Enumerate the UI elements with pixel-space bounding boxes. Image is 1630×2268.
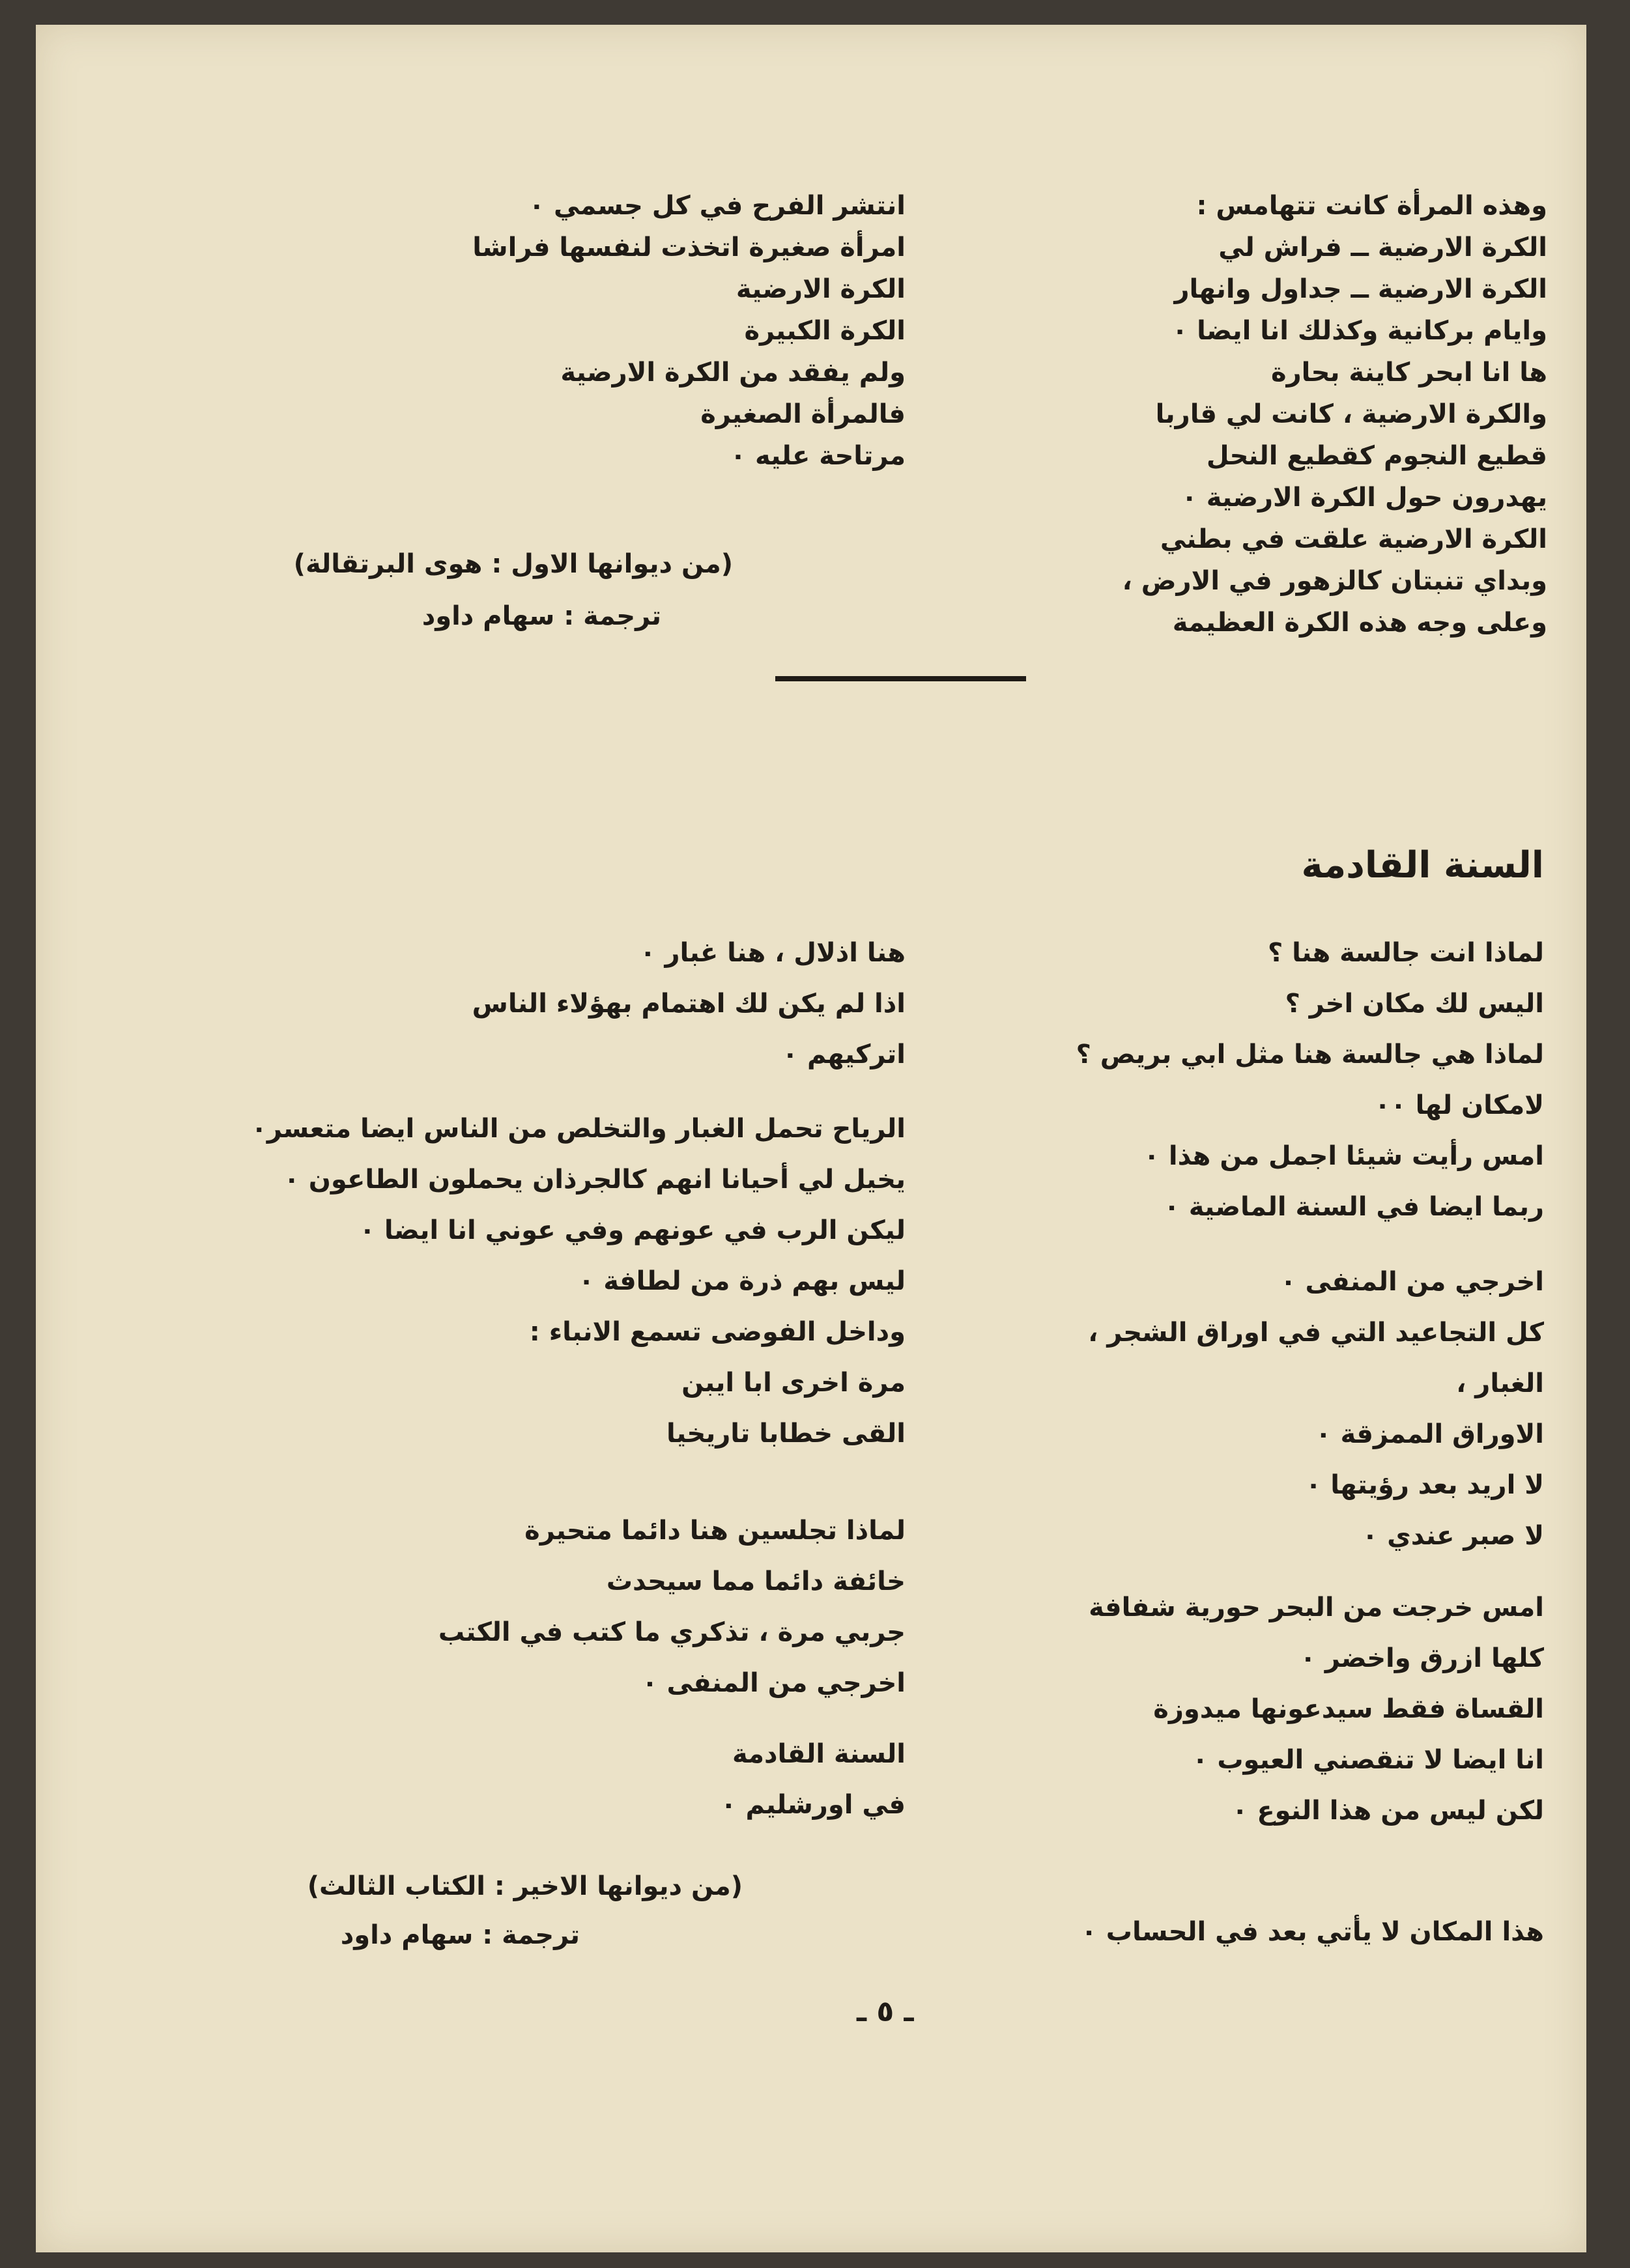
verse-line: وهذه المرأة كانت تتهامس : xyxy=(1196,191,1547,221)
verse-line: ليكن الرب في عونهم وفي عوني انا ايضا ٠ xyxy=(359,1215,906,1245)
verse-line: يهدرون حول الكرة الارضية ٠ xyxy=(1181,483,1547,513)
verse-line: الكرة الكبيرة xyxy=(744,316,906,346)
verse-line: القى خطابا تاريخيا xyxy=(666,1419,906,1449)
verse-line: ولم يفقد من الكرة الارضية xyxy=(560,358,906,388)
verse-line: انتشر الفرح في كل جسمي ٠ xyxy=(528,191,906,221)
verse-line: الاوراق الممزقة ٠ xyxy=(1315,1419,1544,1449)
verse-line: وعلى وجه هذه الكرة العظيمة xyxy=(1172,608,1547,638)
verse-line: لكن ليس من هذا النوع ٠ xyxy=(1232,1796,1544,1826)
verse-line: هذا المكان لا يأتي بعد في الحساب ٠ xyxy=(1081,1917,1544,1947)
page-number: ـ ٥ ـ xyxy=(857,1995,914,2028)
verse-line: فالمرأة الصغيرة xyxy=(700,399,906,429)
verse-line: امس رأيت شيئا اجمل من هذا ٠ xyxy=(1143,1141,1544,1171)
poem1-translator: ترجمة : سهام داود xyxy=(422,601,661,631)
verse-line: في اورشليم ٠ xyxy=(721,1790,906,1820)
verse-line: يخيل لي أحيانا انهم كالجرذان يحملون الطاعون ٠ xyxy=(283,1165,906,1195)
verse-line: اخرجي من المنفى ٠ xyxy=(1280,1267,1544,1297)
poem1-left-column xyxy=(472,193,906,485)
verse-line: هنا اذلال ، هنا غبار ٠ xyxy=(640,938,906,968)
verse-line: الرياح تحمل الغبار والتخلص من الناس ايضا متعسر٠ xyxy=(251,1114,906,1144)
verse-line: القساة فقط سيدعونها ميدوزة xyxy=(1153,1694,1544,1724)
verse-line: لامكان لها ٠٠ xyxy=(1374,1090,1544,1120)
verse-line: الكرة الارضية ــ فراش لي xyxy=(1218,233,1547,262)
poem2-right-stanza-3 xyxy=(1089,1595,1544,1849)
poem2-left-stanza-3 xyxy=(438,1518,906,1721)
verse-line: مرة اخرى ابا ايبن xyxy=(681,1368,906,1398)
verse-line: قطيع النجوم كقطيع النحل xyxy=(1206,441,1547,471)
verse-line: وبداي تنبتان كالزهور في الارض ، xyxy=(1122,566,1547,596)
verse-line: الكرة الارضية ــ جداول وانهار xyxy=(1174,274,1547,304)
verse-line: الكرة الارضية علقت في بطني xyxy=(1160,524,1547,554)
verse-line: جربي مرة ، تذكري ما كتب في الكتب xyxy=(438,1617,906,1647)
verse-line: كلها ازرق واخضر ٠ xyxy=(1300,1643,1544,1673)
verse-line: والكرة الارضية ، كانت لي قاربا xyxy=(1155,399,1547,429)
poem2-left-stanza-4 xyxy=(721,1741,906,1843)
verse-line: لا صبر عندي ٠ xyxy=(1362,1521,1544,1551)
verse-line: الغبار ، xyxy=(1456,1368,1544,1398)
verse-line: الكرة الارضية xyxy=(736,274,906,304)
poem2-right-stanza-2 xyxy=(1088,1269,1544,1574)
verse-line: لماذا هي جالسة هنا مثل ابي بريص ؟ xyxy=(1076,1040,1544,1070)
poem2-title: السنة القادمة xyxy=(1301,844,1544,886)
verse-line: خائفة دائما مما سيحدث xyxy=(606,1566,906,1596)
verse-line: لا اريد بعد رؤيتها ٠ xyxy=(1305,1470,1544,1500)
poem2-translator: ترجمة : سهام داود xyxy=(340,1920,580,1950)
verse-line: السنة القادمة xyxy=(732,1739,906,1769)
document-page xyxy=(36,25,1586,2252)
verse-line: لماذا تجلسين هنا دائما متحيرة xyxy=(524,1516,906,1546)
verse-line: ها انا ابحر كاينة بحارة xyxy=(1270,358,1547,388)
verse-line: امرأة صغيرة اتخذت لنفسها فراشا xyxy=(472,233,906,262)
poem2-left-stanza-2 xyxy=(251,1116,906,1471)
section-divider xyxy=(775,676,1026,681)
verse-line: لماذا انت جالسة هنا ؟ xyxy=(1268,938,1544,968)
verse-line: اليس لك مكان اخر ؟ xyxy=(1285,989,1544,1019)
verse-line: اتركيهم ٠ xyxy=(782,1040,906,1070)
verse-line: امس خرجت من البحر حورية شفافة xyxy=(1089,1593,1544,1623)
verse-line: وداخل الفوضى تسمع الانباء : xyxy=(529,1317,906,1347)
poem2-left-stanza-1 xyxy=(472,940,906,1092)
verse-line: كل التجاعيد التي في اوراق الشجر ، xyxy=(1088,1318,1544,1348)
verse-line: ليس بهم ذرة من لطافة ٠ xyxy=(578,1266,906,1296)
poem1-right-column xyxy=(1122,193,1547,651)
verse-line: مرتاحة عليه ٠ xyxy=(730,441,906,471)
poem2-source: (من ديوانها الاخير : الكتاب الثالث) xyxy=(307,1871,743,1901)
verse-line: ربما ايضا في السنة الماضية ٠ xyxy=(1164,1192,1544,1222)
poem2-right-stanza-1 xyxy=(1076,940,1544,1245)
verse-line: انا ايضا لا تنقصني العيوب ٠ xyxy=(1192,1745,1544,1775)
verse-line: اخرجي من المنفى ٠ xyxy=(642,1668,906,1698)
verse-line: اذا لم يكن لك اهتمام بهؤلاء الناس xyxy=(472,989,906,1019)
verse-line: وايام بركانية وكذلك انا ايضا ٠ xyxy=(1171,316,1547,346)
poem2-right-stanza-4 xyxy=(1081,1919,1544,1970)
poem1-source: (من ديوانها الاول : هوى البرتقالة) xyxy=(293,549,733,579)
